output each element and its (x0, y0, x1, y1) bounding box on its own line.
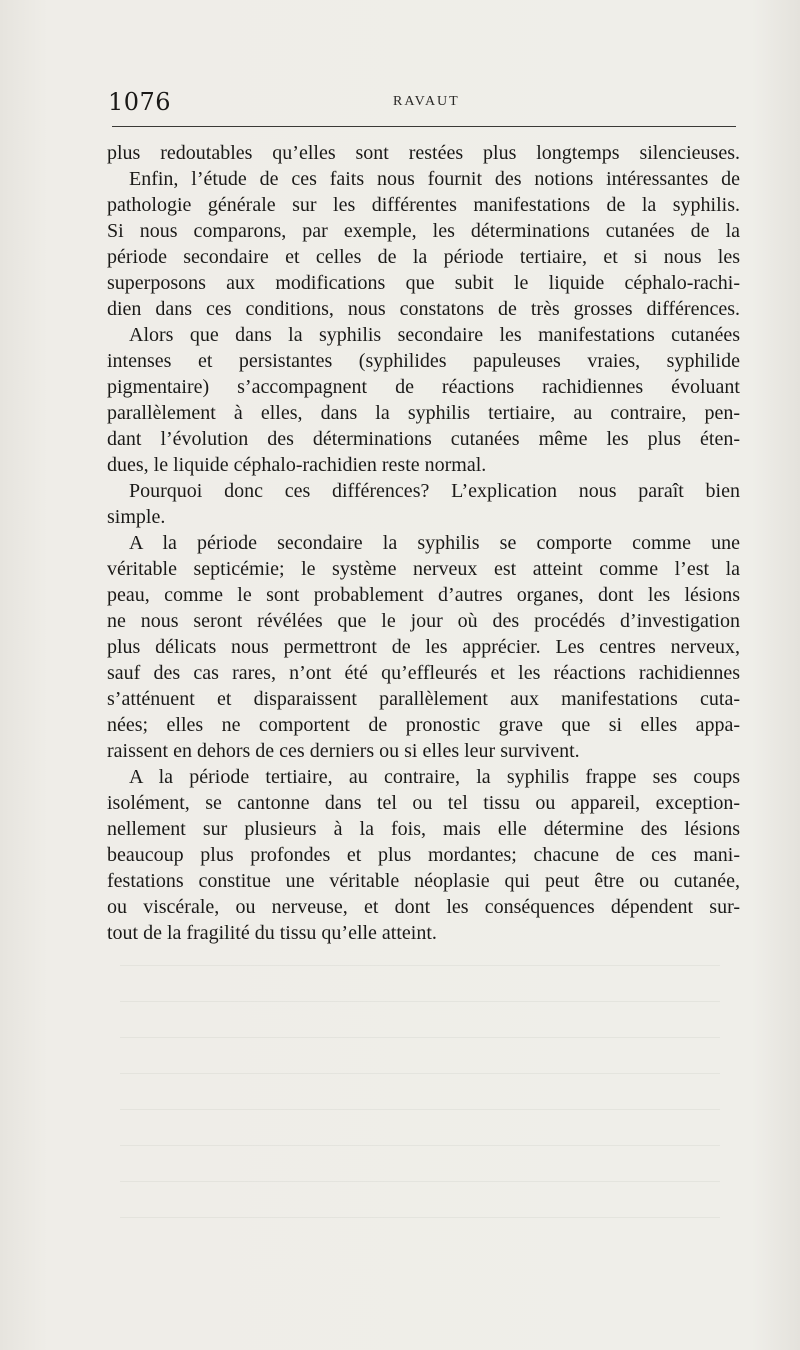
text-line: sauf des cas rares, n’ont été qu’effleurés et les réactions rachidiennes (107, 662, 740, 684)
page-header (108, 88, 738, 120)
text-line: Alors que dans la syphilis secondaire les manifestations cutanées (129, 324, 740, 346)
show-through-mark (120, 1001, 720, 1002)
text-line: A la période secondaire la syphilis se comporte comme une (129, 532, 740, 554)
text-line: isolément, se cantonne dans tel ou tel tissu ou appareil, exception- (107, 792, 740, 814)
text-line: peau, comme le sont probablement d’autres organes, dont les lésions (107, 584, 740, 606)
text-line: Si nous comparons, par exemple, les déterminations cutanées de la (107, 220, 740, 242)
page-number: 1076 (108, 88, 172, 116)
text-line: tout de la fragilité du tissu qu’elle atteint. (107, 922, 437, 944)
running-head: RAVAUT (393, 94, 460, 109)
text-line: raissent en dehors de ces derniers ou si elles leur survivent. (107, 740, 580, 762)
text-line: dant l’évolution des déterminations cutanées même les plus éten- (107, 428, 740, 450)
header-rule (112, 126, 736, 127)
text-line: ou viscérale, ou nerveuse, et dont les conséquences dépendent sur- (107, 896, 740, 918)
text-line: dien dans ces conditions, nous constatons de très grosses différences. (107, 298, 740, 320)
text-line: Pourquoi donc ces différences? L’explication nous paraît bien (129, 480, 740, 502)
text-line: A la période tertiaire, au contraire, la syphilis frappe ses coups (129, 766, 740, 788)
text-line: pathologie générale sur les différentes manifestations de la syphilis. (107, 194, 740, 216)
text-line: superposons aux modifications que subit le liquide céphalo-rachi- (107, 272, 740, 294)
show-through-mark (120, 1109, 720, 1110)
show-through-mark (120, 1145, 720, 1146)
text-line: plus redoutables qu’elles sont restées plus longtemps silencieuses. (107, 142, 740, 164)
text-line: beaucoup plus profondes et plus mordantes; chacune de ces mani- (107, 844, 740, 866)
body-text (107, 140, 740, 946)
text-line: Enfin, l’étude de ces faits nous fournit des notions intéressantes de (129, 168, 740, 190)
text-line: plus délicats nous permettront de les apprécier. Les centres nerveux, (107, 636, 740, 658)
show-through-mark (120, 1217, 720, 1218)
show-through-mark (120, 965, 720, 966)
text-line: pigmentaire) s’accompagnent de réactions rachidiennes évoluant (107, 376, 740, 398)
text-line: simple. (107, 506, 166, 528)
text-line: nées; elles ne comportent de pronostic grave que si elles appa- (107, 714, 740, 736)
text-line: festations constitue une véritable néoplasie qui peut être ou cutanée, (107, 870, 740, 892)
text-line: parallèlement à elles, dans la syphilis tertiaire, au contraire, pen- (107, 402, 740, 424)
show-through-mark (120, 1037, 720, 1038)
text-line: ne nous seront révélées que le jour où des procédés d’investigation (107, 610, 740, 632)
text-line: véritable septicémie; le système nerveux est atteint comme l’est la (107, 558, 740, 580)
show-through-mark (120, 1181, 720, 1182)
text-line: s’atténuent et disparaissent parallèlement aux manifestations cuta- (107, 688, 740, 710)
text-line: période secondaire et celles de la période tertiaire, et si nous les (107, 246, 740, 268)
text-line: nellement sur plusieurs à la fois, mais elle détermine des lésions (107, 818, 740, 840)
text-line: intenses et persistantes (syphilides papuleuses vraies, syphilide (107, 350, 740, 372)
show-through-mark (120, 1073, 720, 1074)
text-line: dues, le liquide céphalo-rachidien reste normal. (107, 454, 487, 476)
